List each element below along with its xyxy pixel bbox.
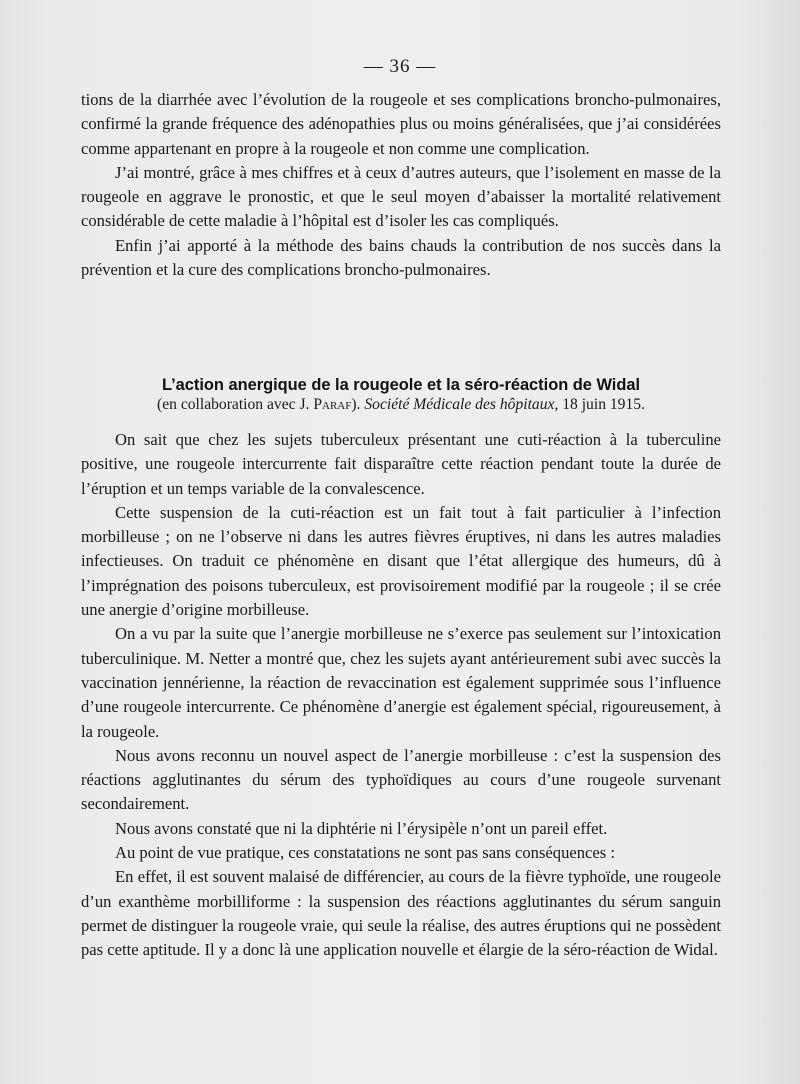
section-title: L’action anergique de la rougeole et la séro-réaction de Widal (161, 376, 641, 394)
paragraph: tions de la diarrhée avec l’évolution de la rougeole et ses complications broncho-pulmonaires, confirmé la grande fréquence des adénopathies plus ou moins généralisées, que j’ai considérées comme appartenant en propre à la rougeole et non comme une complication. (81, 90, 721, 158)
paragraph: En effet, il est souvent malaisé de différencier, au cours de la fièvre typhoïde, une rougeole d’un exanthème morbilliforme : la suspension des réactions agglutinantes du sérum sanguin permet de distinguer la rougeole vraie, qui seule la réalise, des autres éruptions qui ne possèdent pas cette aptitude. Il y a donc là une application nouvelle et élargie de la séro-réaction de Widal. (81, 867, 721, 960)
paragraph: Nous avons reconnu un nouvel aspect de l’anergie morbilleuse : c’est la suspension des réactions agglutinantes du sérum des typhoïdiques au cours d’une rougeole survenant secondairement. (81, 745, 721, 814)
citation-author: Paraf (313, 396, 352, 413)
paragraph: Au point de vue pratique, ces constatations ne sont pas sans conséquences : (115, 843, 615, 863)
section-heading (81, 375, 721, 415)
citation-date: , 18 juin 1915. (554, 396, 645, 413)
paragraph: Enfin j’ai apporté à la méthode des bains chauds la contribution de nos succès dans la prévention et la cure des complications broncho-pulmonaires. (81, 235, 721, 280)
citation-mid: ). (351, 396, 365, 413)
citation-prefix: (en collaboration avec J. (157, 396, 314, 413)
paragraph: On sait que chez les sujets tuberculeux présentant une cuti-réaction à la tuberculine positive, une rougeole intercurrente fait disparaître cette réaction pendant toute la durée de l’éruption et un temps variable de la convalescence. (81, 430, 721, 498)
paragraph: Cette suspension de la cuti-réaction est un fait tout à fait particulier à l’infection morbilleuse ; on ne l’observe ni dans les autres fièvres éruptives, ni dans les autres maladies infectieuses. On traduit ce phénomène en disant que l’état allergique des humeurs, dû à l’imprégnation des poisons tuberculeux, est provisoirement modifié par la rougeole ; il se crée une anergie d’origine morbilleuse. (81, 502, 721, 620)
paragraph: J’ai montré, grâce à mes chiffres et à ceux d’autres auteurs, que l’isolement en masse de la rougeole en aggrave le pronostic, et que le seul moyen d’abaisser la mortalité relativement considérable de cette maladie à l’hôpital est d’isoler les cas compliqués. (81, 162, 721, 231)
paragraph: On a vu par la suite que l’anergie morbilleuse ne s’exerce pas seulement sur l’intoxication tuberculinique. M. Netter a montré que, chez les sujets ayant antérieurement subi avec succès la vaccination jennérienne, la réaction de revaccination est également supprimée sous l’influence d’une rougeole intercurrente. Ce phénomène d’anergie est également spécial, rigoureusement, à la rougeole. (81, 624, 721, 741)
section-citation (81, 395, 721, 415)
citation-journal: Société Médicale des hôpitaux (364, 396, 555, 413)
paragraph: Nous avons constaté que ni la diphtérie ni l’érysipèle n’ont un pareil effet. (115, 818, 608, 838)
page-number: — 36 — (363, 56, 437, 77)
intro-text-block (81, 88, 721, 282)
section-body (81, 428, 721, 963)
